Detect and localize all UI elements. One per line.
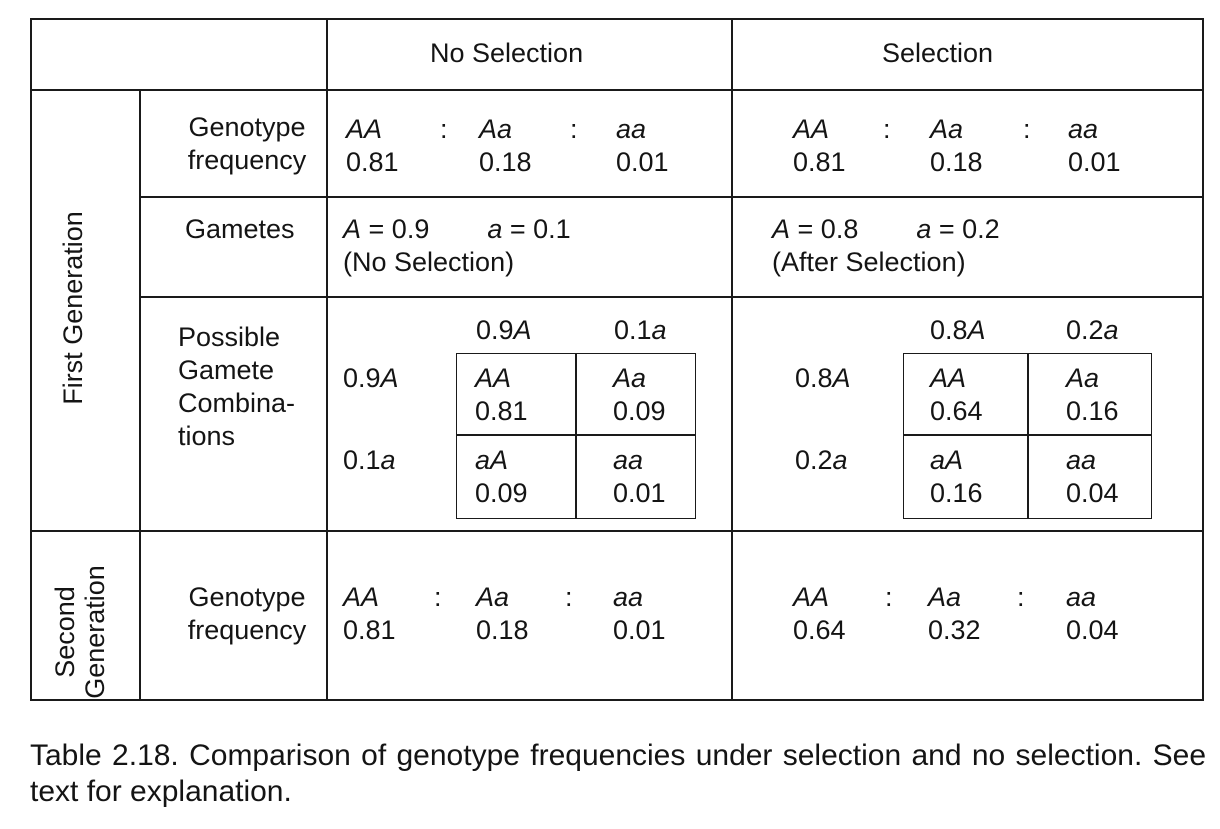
punnett-nosel-cell-Aa: Aa 0.09 — [613, 363, 666, 426]
punnett-nosel-vdiv — [575, 353, 577, 519]
punnett-sel-row-a: 0.2a — [795, 445, 848, 475]
sg-sel-Aa — [928, 581, 981, 647]
gametes-values — [772, 213, 1000, 246]
freq-value: 0.01 — [616, 147, 669, 177]
genotype-aa: aa — [1068, 114, 1099, 144]
punnett-nosel-row-a: 0.1a — [343, 445, 396, 475]
row-label-genotype-frequency-1 — [178, 111, 316, 177]
separator: : — [434, 582, 442, 612]
freq-value: 0.18 — [930, 147, 983, 177]
second-generation-line2: Generation — [80, 565, 110, 699]
freq-value: 0.32 — [928, 615, 981, 645]
genotype-label-line1: Genotype — [188, 112, 306, 142]
label-column-divider — [326, 18, 328, 701]
freq-value: 0.04 — [1066, 615, 1119, 645]
gametes-no-selection — [343, 213, 571, 279]
gametes-selection — [772, 213, 1000, 279]
freq-value: 0.64 — [793, 615, 846, 645]
allele-a-value: = 0.1 — [509, 214, 571, 244]
punnett-nosel-cell-aA: aA 0.09 — [475, 445, 528, 508]
generation-divider — [30, 530, 1204, 532]
allele-A-value: = 0.9 — [368, 214, 430, 244]
freq-value: 0.01 — [1068, 147, 1121, 177]
genotype-AA: AA — [793, 582, 830, 612]
selection-column-divider — [731, 18, 733, 701]
second-generation-line1: Second — [50, 586, 80, 678]
allele-a-value: = 0.2 — [938, 214, 1000, 244]
gametes-values — [343, 213, 571, 246]
row-label-genotype-frequency-2 — [178, 581, 316, 647]
sg-sel-aa — [1066, 581, 1119, 647]
punnett-nosel-cell-aa: aa 0.01 — [613, 445, 666, 508]
gametes-note: (No Selection) — [343, 247, 515, 277]
punnett-nosel-cell-AA: AA 0.81 — [475, 363, 528, 426]
fg-sel-aa — [1068, 113, 1121, 179]
separator: : — [1017, 582, 1025, 612]
separator: : — [885, 582, 893, 612]
separator: : — [570, 114, 578, 144]
punnett-sel-vdiv — [1027, 353, 1029, 519]
genotype-aa: aa — [613, 582, 644, 612]
genotype-AA: AA — [793, 114, 830, 144]
genotype-AA: AA — [346, 114, 383, 144]
punnett-sel-col-A: 0.8A — [930, 315, 986, 345]
possible-line2: Gamete — [178, 355, 275, 385]
first-generation-label: First Generation — [58, 211, 88, 405]
sg-sel-AA — [793, 581, 846, 647]
punnett-nosel-col-A: 0.9A — [476, 315, 532, 345]
table-caption: Table 2.18. Comparison of genotype frequencies under selection and no selection. See text for explanation. — [30, 739, 1206, 808]
freq-value: 0.81 — [793, 147, 846, 177]
genotype-Aa: Aa — [476, 582, 510, 612]
allele-a: a — [487, 214, 503, 244]
punnett-nosel-row-A: 0.9A — [343, 363, 399, 393]
header-divider — [30, 89, 1204, 91]
punnett-sel-row-A: 0.8A — [795, 363, 851, 393]
freq-value: 0.81 — [343, 615, 396, 645]
separator: : — [883, 114, 891, 144]
header-selection: Selection — [882, 38, 994, 68]
genotype-Aa: Aa — [479, 114, 513, 144]
sg-nosel-AA — [343, 581, 396, 647]
genotype-label2-line1: Genotype — [188, 582, 306, 612]
genotype-aa: aa — [616, 114, 647, 144]
freq-value: 0.18 — [479, 147, 532, 177]
second-generation-label — [50, 562, 110, 702]
separator: : — [565, 582, 573, 612]
allele-A: A — [772, 214, 791, 244]
fg-nosel-AA — [346, 113, 399, 179]
genotype-Aa: Aa — [930, 114, 964, 144]
allele-A: A — [343, 214, 362, 244]
genotype-label-line2: frequency — [187, 145, 307, 175]
fg-nosel-Aa — [479, 113, 532, 179]
row-label-possible-gamete-combinations — [178, 321, 295, 453]
genotype-AA: AA — [343, 582, 380, 612]
punnett-sel-col-a: 0.2a — [1066, 315, 1119, 345]
separator: : — [440, 114, 448, 144]
sg-nosel-aa — [613, 581, 666, 647]
possible-line4: tions — [178, 421, 236, 451]
punnett-sel-cell-aA: aA 0.16 — [930, 445, 983, 508]
fg-nosel-aa — [616, 113, 669, 179]
allele-A-value: = 0.8 — [797, 214, 859, 244]
punnett-sel-cell-Aa: Aa 0.16 — [1066, 363, 1119, 426]
punnett-nosel-col-a: 0.1a — [614, 315, 667, 345]
fg-sel-AA — [793, 113, 846, 179]
possible-line1: Possible — [178, 322, 281, 352]
freq-value: 0.01 — [613, 615, 666, 645]
row-divider-1 — [139, 196, 1204, 198]
punnett-nosel-hdiv — [456, 434, 696, 436]
fg-sel-Aa — [930, 113, 983, 179]
row-divider-2 — [139, 296, 1204, 298]
genotype-Aa: Aa — [928, 582, 962, 612]
freq-value: 0.18 — [476, 615, 529, 645]
separator: : — [1023, 114, 1031, 144]
punnett-sel-cell-aa: aa 0.04 — [1066, 445, 1119, 508]
possible-line3: Combina- — [178, 388, 296, 418]
header-no-selection: No Selection — [430, 38, 584, 68]
gametes-note: (After Selection) — [772, 247, 966, 277]
punnett-sel-hdiv — [903, 434, 1152, 436]
genotype-aa: aa — [1066, 582, 1097, 612]
freq-value: 0.81 — [346, 147, 399, 177]
allele-a: a — [916, 214, 932, 244]
punnett-sel-cell-AA: AA 0.64 — [930, 363, 983, 426]
sg-nosel-Aa — [476, 581, 529, 647]
genotype-label2-line2: frequency — [187, 615, 307, 645]
group-column-divider — [139, 89, 141, 701]
row-label-gametes: Gametes — [185, 214, 295, 244]
